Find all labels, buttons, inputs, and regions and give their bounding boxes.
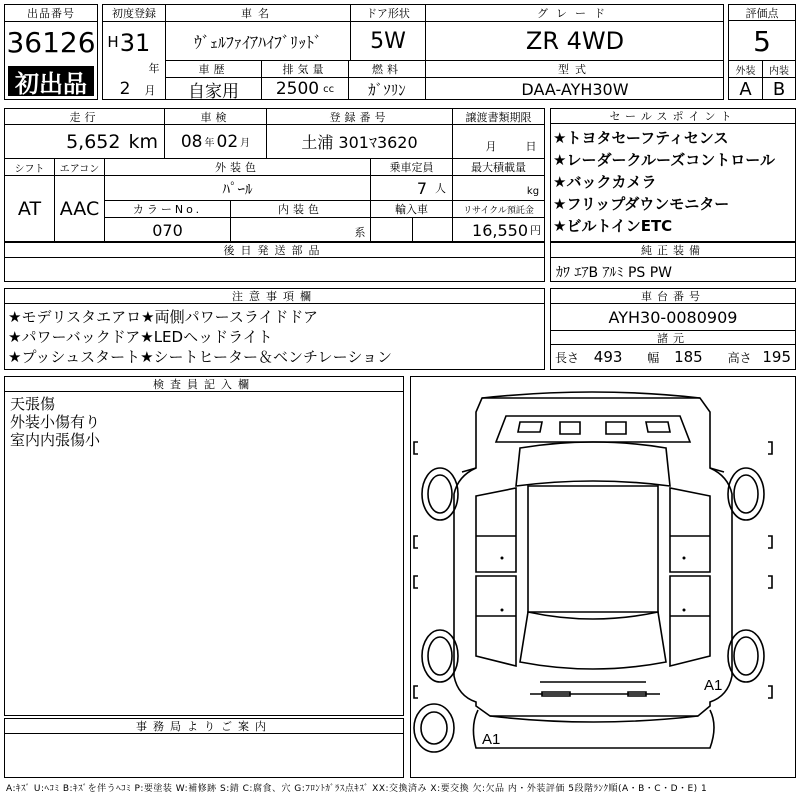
inspector-line: 室内内張傷小	[10, 431, 101, 449]
model-label: 型式	[558, 63, 592, 76]
grade-label: グレード	[537, 6, 613, 20]
recycle-label: リサイクル預託金	[463, 205, 534, 216]
mileage	[5, 125, 164, 158]
first-reg-label: 初度登録	[112, 6, 156, 20]
sales-point-item: ★バックカメラ	[553, 173, 657, 191]
color-no-label: カラーNo.	[132, 203, 203, 216]
score: 5	[753, 24, 771, 58]
capacity	[371, 176, 452, 200]
transfer-label: 譲渡書類期限	[465, 110, 532, 124]
later-parts-label: 後日発送部品	[5, 243, 544, 258]
capacity-value: 7	[416, 178, 427, 198]
lot-number: 36126	[6, 25, 96, 59]
legend: A:ｷｽﾞ U:ﾍｺﾐ B:ｷｽﾞを伴うﾍｺﾐ P:要塗装 W:補修跡 S:錆 C:腐食、穴 G:ﾌﾛﾝﾄｶﾞﾗｽ点ｷｽﾞ XX:交換済み X:要交換 欠:欠品 内・外装評価 5段階ﾗﾝｸ順(A・B・C・D・E) 1	[6, 784, 708, 794]
ac: AAC	[59, 198, 100, 220]
shift: AT	[17, 198, 42, 220]
month-unit: 月	[144, 84, 156, 97]
recycle	[453, 218, 544, 242]
recycle-unit: 円	[530, 224, 541, 237]
transfer-day-unit: 日	[525, 140, 537, 153]
inspector-label: 検査員記入欄	[5, 377, 403, 392]
lot-label: 出品番号	[5, 5, 97, 22]
diagram-mark-right: A1	[704, 677, 723, 694]
year-unit: 年	[148, 62, 160, 75]
sales-point-item: ★フリップダウンモニター	[553, 195, 730, 213]
dims-row	[551, 346, 795, 368]
notes-label: 注意事項欄	[5, 289, 544, 304]
first-listing-badge: 初出品	[8, 66, 94, 96]
note-line: ★プッシュスタート★シートヒーター＆ベンチレーション	[8, 348, 393, 366]
month: 2	[119, 79, 131, 99]
width-label: 幅	[647, 351, 660, 365]
color-no: 070	[152, 220, 183, 240]
ac-label: エアコン	[59, 163, 100, 175]
car-name-label: 車名	[241, 6, 275, 20]
inspector-notes	[10, 395, 400, 449]
plate-label: 登録番号	[329, 110, 390, 124]
car-name: ｳﾞｪﾙﾌｧｲｱﾊｲﾌﾞﾘｯﾄﾞ	[193, 32, 322, 52]
color: ﾊﾟｰﾙ	[222, 179, 253, 198]
displacement-unit: cc	[323, 83, 335, 95]
grade: ZR 4WD	[525, 27, 625, 55]
inspector-line: 天張傷	[10, 395, 56, 413]
note-line: ★モデリスタエアロ★両側パワースライドドア	[8, 308, 318, 326]
sales-point-item: ★レーダークルーズコントロール	[553, 151, 775, 169]
length: 493	[593, 348, 623, 366]
exterior-label: 外装	[735, 65, 756, 77]
width: 185	[674, 348, 703, 366]
height-label: 高さ	[727, 351, 752, 365]
sales-point-item: ★トヨタセーフティセンス	[553, 129, 729, 147]
plate: 土浦 301ﾏ3620	[301, 133, 418, 152]
chassis-label: 車台番号	[551, 289, 795, 304]
inspection-label: 車検	[200, 110, 231, 124]
inspection-month: 02	[216, 131, 239, 152]
inspection	[165, 125, 266, 158]
recycle-value: 16,550	[472, 220, 528, 240]
load-label: 最大積載量	[471, 161, 526, 174]
interior-label: 内装	[769, 65, 789, 77]
equipment-label: 純正装備	[551, 243, 795, 258]
equipment-value: ｶﾜ ｴｱB ｱﾙﾐ PS PW	[556, 265, 673, 281]
mileage-unit: km	[128, 130, 158, 153]
year: 31	[119, 29, 151, 57]
displacement-label: 排気量	[282, 63, 328, 76]
displacement-value: 2500	[275, 79, 320, 99]
exterior-grade: A	[739, 78, 752, 100]
interior-grade: B	[772, 78, 786, 100]
chassis-number: AYH30-0080909	[608, 307, 738, 327]
notes-list	[8, 307, 543, 367]
office-label: 事務局よりご案内	[5, 719, 403, 734]
note-line: ★パワーバックドア★LEDヘッドライト	[8, 328, 273, 346]
era: H	[107, 33, 119, 51]
mileage-label: 走行	[69, 110, 100, 124]
diagram-mark-spare: A1	[482, 731, 501, 748]
inspection-year: 08	[180, 131, 203, 152]
car-damage-diagram	[410, 376, 796, 778]
displacement	[262, 78, 348, 100]
sales-point-item: ★ビルトインETC	[553, 217, 673, 235]
height: 195	[762, 348, 791, 366]
door-label: ドア形状	[366, 6, 410, 20]
mileage-value: 5,652	[66, 130, 121, 153]
color-label: 外装色	[215, 161, 260, 174]
history-label: 車歴	[198, 63, 229, 76]
dims-label: 諸元	[551, 330, 795, 345]
model: DAA-AYH30W	[521, 79, 629, 99]
fuel: ｶﾞｿﾘﾝ	[368, 80, 406, 99]
import-label: 輸入車	[395, 203, 428, 216]
inspection-year-unit: 年	[204, 138, 215, 149]
inspector-line: 外装小傷有り	[10, 413, 101, 431]
sales-points-label: セールスポイント	[551, 109, 795, 124]
inspection-month-unit: 月	[240, 138, 251, 149]
shift-label: シフト	[14, 163, 45, 175]
load-unit: kg	[526, 185, 540, 197]
capacity-label: 乗車定員	[389, 161, 434, 174]
score-label: 評価点	[729, 5, 795, 21]
interior-color-label: 内装色	[278, 203, 323, 216]
capacity-unit: 人	[435, 182, 446, 195]
fuel-label: 燃料	[372, 63, 402, 76]
sales-points-list	[553, 127, 795, 237]
transfer-month-unit: 月	[485, 140, 497, 153]
door: 5W	[370, 28, 406, 54]
interior-color-unit: 系	[354, 226, 366, 239]
history: 自家用	[188, 81, 239, 100]
length-label: 長さ	[555, 351, 580, 365]
